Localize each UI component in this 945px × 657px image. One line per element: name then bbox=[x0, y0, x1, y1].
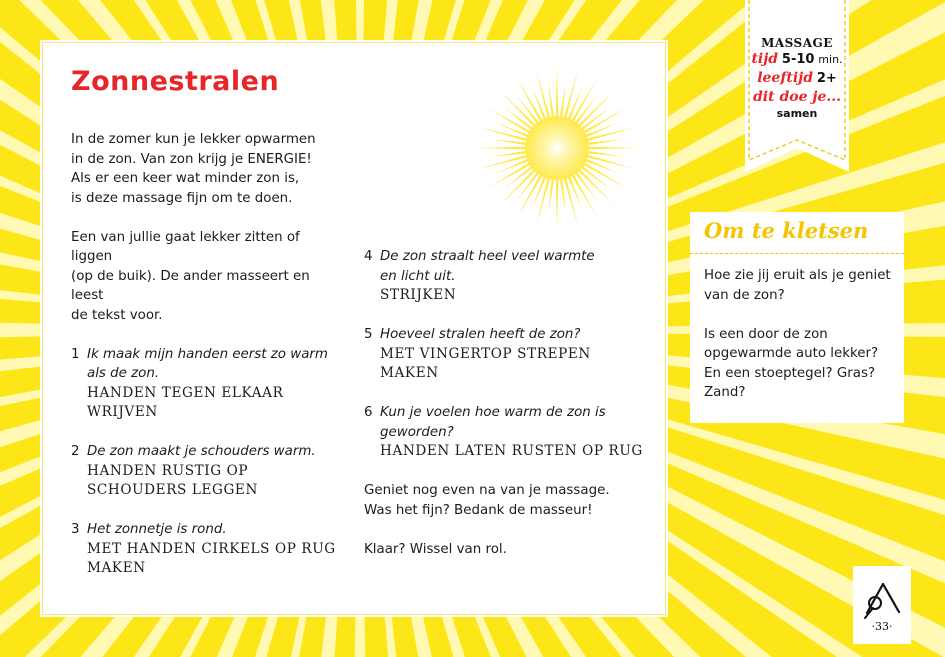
step-1 bbox=[71, 345, 341, 423]
right-column bbox=[364, 247, 654, 559]
step-action: HANDEN RUSTIG OP bbox=[87, 462, 249, 479]
step-action: MET HANDEN CIRKELS OP RUG bbox=[87, 540, 336, 557]
step-action: STRIJKEN bbox=[380, 287, 457, 303]
with-label: dit doe je... bbox=[753, 89, 841, 105]
step-number: 2 bbox=[71, 444, 80, 459]
instruction-line: de tekst voor. bbox=[71, 307, 163, 323]
step-question: als de zon. bbox=[87, 366, 160, 381]
step-action: WRIJVEN bbox=[87, 404, 158, 420]
step-5 bbox=[364, 325, 654, 384]
step-number: 3 bbox=[71, 522, 80, 537]
talk-box bbox=[690, 212, 904, 423]
intro-line: Als er een keer wat minder zon is, bbox=[71, 171, 300, 186]
instruction-line: Een van jullie gaat lekker zitten of liggen bbox=[71, 229, 300, 264]
talk-line: En een stoeptegel? Gras? bbox=[704, 365, 876, 381]
step-3 bbox=[71, 520, 341, 579]
talk-line: van de zon? bbox=[704, 287, 785, 303]
banner-time bbox=[745, 50, 849, 69]
instruction-paragraph bbox=[71, 228, 341, 326]
talk-line: Hoe zie jij eruit als je geniet bbox=[704, 268, 891, 283]
step-number: 1 bbox=[71, 346, 80, 362]
intro-paragraph bbox=[71, 130, 341, 208]
time-unit: min. bbox=[818, 53, 843, 66]
intro-line: In de zomer kun je lekker opwarmen bbox=[71, 132, 316, 147]
age-value: 2+ bbox=[816, 71, 837, 86]
step-question: geworden? bbox=[380, 424, 454, 440]
step-number: 4 bbox=[364, 249, 373, 264]
step-number: 6 bbox=[364, 405, 373, 420]
talk-line: Zand? bbox=[704, 385, 746, 400]
time-value: 5-10 bbox=[781, 52, 815, 67]
step-question: De zon straalt heel veel warmte bbox=[380, 249, 595, 264]
instruction-line: (op de buik). De ander masseert en leest bbox=[71, 268, 310, 303]
with-value: samen bbox=[776, 107, 818, 120]
step-question: en licht uit. bbox=[380, 268, 456, 284]
yoga-pose-icon bbox=[853, 566, 911, 622]
closing-line: Was het fijn? Bedank de masseur! bbox=[364, 502, 593, 518]
talk-box-title: Om te kletsen bbox=[704, 218, 869, 243]
closing-line: Geniet nog even na van je massage. bbox=[364, 483, 610, 498]
banner-age bbox=[745, 69, 849, 88]
step-question: Het zonnetje is rond. bbox=[87, 522, 227, 537]
time-label: tijd bbox=[751, 51, 779, 67]
intro-line: in de zon. Van zon krijg je ENERGIE! bbox=[71, 151, 312, 167]
step-question: De zon maakt je schouders warm. bbox=[87, 444, 316, 459]
step-2 bbox=[71, 442, 341, 501]
step-question: Hoeveel stralen heeft de zon? bbox=[380, 327, 581, 342]
step-action: SCHOUDERS LEGGEN bbox=[87, 482, 258, 498]
page-number-box bbox=[853, 566, 911, 644]
banner-heading: MASSAGE bbox=[761, 36, 833, 50]
intro-line: is deze massage fijn om te doen. bbox=[71, 190, 293, 206]
sun-icon bbox=[472, 68, 642, 228]
step-action: HANDEN TEGEN ELKAAR bbox=[87, 384, 284, 401]
talk-line: Is een door de zon bbox=[704, 326, 828, 342]
step-question: Ik maak mijn handen eerst zo warm bbox=[87, 346, 328, 362]
closing-paragraph bbox=[364, 481, 654, 520]
step-number: 5 bbox=[364, 327, 373, 342]
step-action: MAKEN bbox=[87, 560, 146, 576]
final-line: Klaar? Wissel van rol. bbox=[364, 541, 507, 557]
step-6 bbox=[364, 403, 654, 462]
talk-box-body bbox=[690, 254, 904, 403]
page-number: ·33· bbox=[871, 620, 893, 633]
talk-box-header bbox=[690, 212, 904, 254]
step-4 bbox=[364, 247, 654, 306]
age-label: leeftijd bbox=[757, 70, 813, 86]
step-action: MET VINGERTOP STREPEN bbox=[380, 345, 591, 362]
step-action: MAKEN bbox=[380, 365, 439, 381]
left-column bbox=[71, 130, 341, 579]
page-title: Zonnestralen bbox=[71, 66, 280, 97]
step-action: HANDEN LATEN RUSTEN OP RUG bbox=[380, 443, 643, 459]
banner-text bbox=[745, 36, 849, 120]
talk-line: opgewarmde auto lekker? bbox=[704, 346, 879, 361]
step-question: Kun je voelen hoe warm de zon is bbox=[380, 405, 606, 420]
banner-with bbox=[745, 88, 849, 107]
